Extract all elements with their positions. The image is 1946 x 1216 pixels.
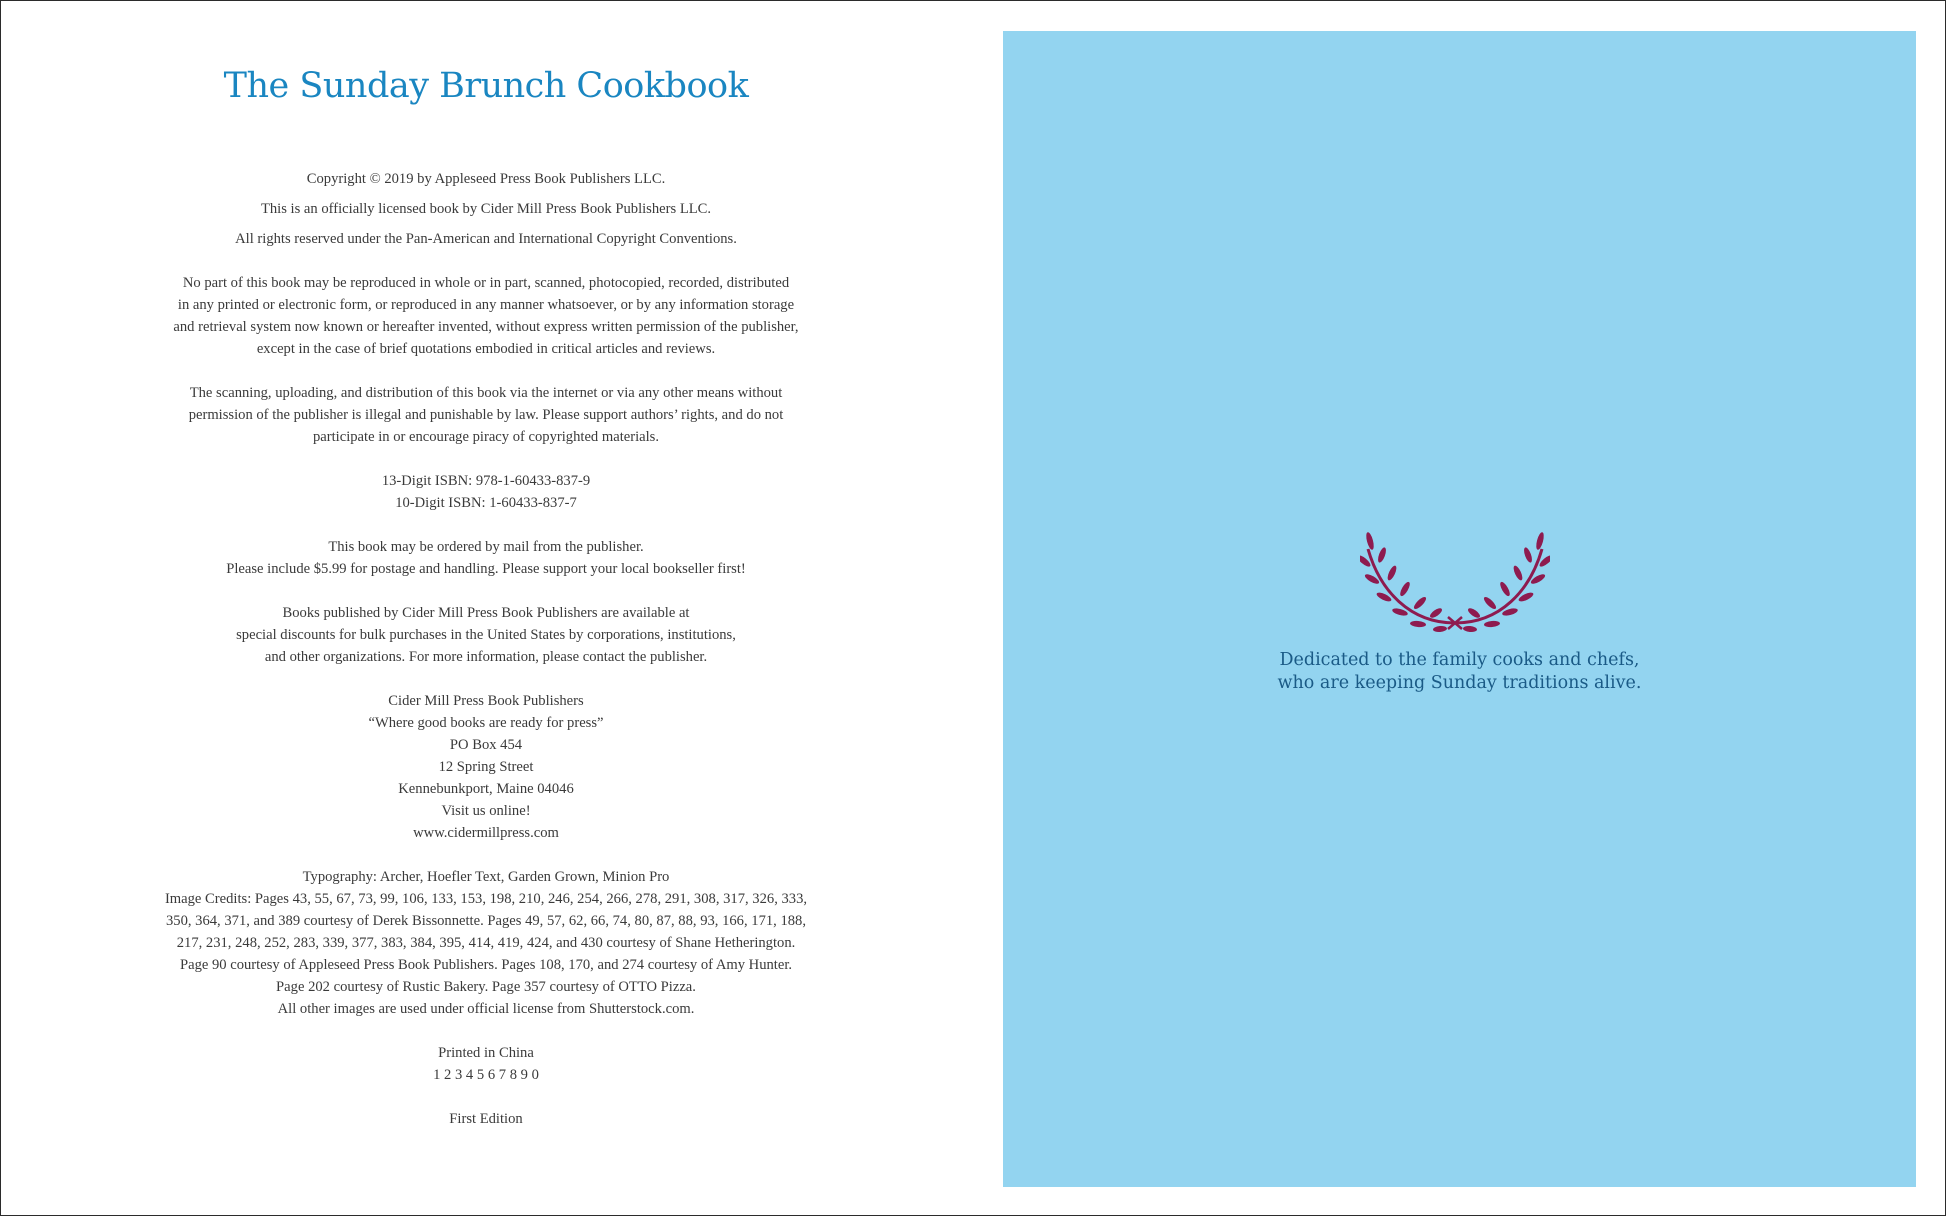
text-line: “Where good books are ready for press”	[368, 715, 604, 731]
text-line: Visit us online!	[441, 803, 531, 819]
text-line: Printed in China	[438, 1045, 534, 1061]
text-line: Cider Mill Press Book Publishers	[388, 693, 584, 709]
reproduction-block	[0, 272, 972, 360]
text-line: participate in or encourage piracy of copyrighted materials.	[312, 429, 660, 445]
text-line: 12 Spring Street	[438, 759, 534, 775]
text-line: special discounts for bulk purchases in the United States by corporations, institutions,	[236, 627, 736, 643]
text-line: Page 202 courtesy of Rustic Bakery. Page 357 courtesy of OTTO Pizza.	[276, 979, 696, 995]
copyright-text	[0, 168, 972, 1130]
print-line: 1 2 3 4 5 6 7 8 9 0	[433, 1067, 539, 1083]
text-line: The scanning, uploading, and distribution of this book via the internet or via any other means without	[189, 385, 783, 401]
copyright-page	[0, 0, 972, 1216]
piracy-block	[0, 382, 972, 448]
isbn-13: 13-Digit ISBN: 978-1-60433-837-9	[381, 473, 591, 489]
text-line: 350, 364, 371, and 389 courtesy of Derek Bissonnette. Pages 49, 57, 62, 66, 74, 80, 87, 88, 93, 166, 171, 188,	[165, 913, 807, 929]
text-line: Books published by Cider Mill Press Book Publishers are available at	[282, 605, 690, 621]
text-line: Please include $5.99 for postage and handling. Please support your local bookseller first!	[226, 561, 746, 577]
printing-block	[0, 1042, 972, 1086]
text-line: All other images are used under official license from Shutterstock.com.	[277, 1001, 695, 1017]
text-line: in any printed or electronic form, or reproduced in any manner whatsoever, or by any information storage	[177, 297, 795, 313]
isbn-block	[0, 470, 972, 514]
credits-block	[0, 866, 972, 1020]
copyright-block	[0, 168, 972, 250]
text-line: Page 90 courtesy of Appleseed Press Book Publishers. Pages 108, 170, and 274 courtesy of Amy Hunter.	[179, 957, 793, 973]
text-line: This book may be ordered by mail from the publisher.	[328, 539, 644, 555]
dedication-line: Dedicated to the family cooks and chefs,	[1279, 650, 1640, 670]
text-line: All rights reserved under the Pan-American and International Copyright Conventions.	[235, 231, 737, 247]
dedication-page	[1003, 31, 1916, 1187]
text-line: Copyright © 2019 by Appleseed Press Book Publishers LLC.	[306, 171, 666, 187]
text-line: permission of the publisher is illegal and punishable by law. Please support authors’ rights, and do not	[188, 407, 784, 423]
dedication-line: who are keeping Sunday traditions alive.	[1277, 673, 1642, 693]
discounts-block	[0, 602, 972, 668]
publisher-address	[0, 690, 972, 844]
text-line: This is an officially licensed book by Cider Mill Press Book Publishers LLC.	[260, 201, 712, 217]
laurel-wreath-icon	[1360, 511, 1550, 646]
isbn-10: 10-Digit ISBN: 1-60433-837-7	[395, 495, 577, 511]
dedication-text	[1003, 649, 1916, 695]
text-line: Typography: Archer, Hoefler Text, Garden Grown, Minion Pro	[302, 869, 670, 885]
text-line: PO Box 454	[449, 737, 523, 753]
text-line: Kennebunkport, Maine 04046	[398, 781, 574, 797]
text-line: 217, 231, 248, 252, 283, 339, 377, 383, 384, 395, 414, 419, 424, and 430 courtesy of Shane Hetherington.	[176, 935, 796, 951]
text-line: Image Credits: Pages 43, 55, 67, 73, 99, 106, 133, 153, 198, 210, 246, 254, 266, 278, 291, 308, 317, 326, 333,	[164, 891, 808, 907]
text-line: and retrieval system now known or hereafter invented, without express written permission of the publisher,	[173, 319, 799, 335]
book-title: The Sunday Brunch Cookbook	[223, 66, 749, 106]
edition: First Edition	[449, 1111, 523, 1127]
text-line: and other organizations. For more information, please contact the publisher.	[264, 649, 708, 665]
text-line: No part of this book may be reproduced in whole or in part, scanned, photocopied, recorded, distributed	[182, 275, 790, 291]
order-block	[0, 536, 972, 580]
text-line: except in the case of brief quotations embodied in critical articles and reviews.	[256, 341, 716, 357]
publisher-url: www.cidermillpress.com	[413, 825, 559, 841]
